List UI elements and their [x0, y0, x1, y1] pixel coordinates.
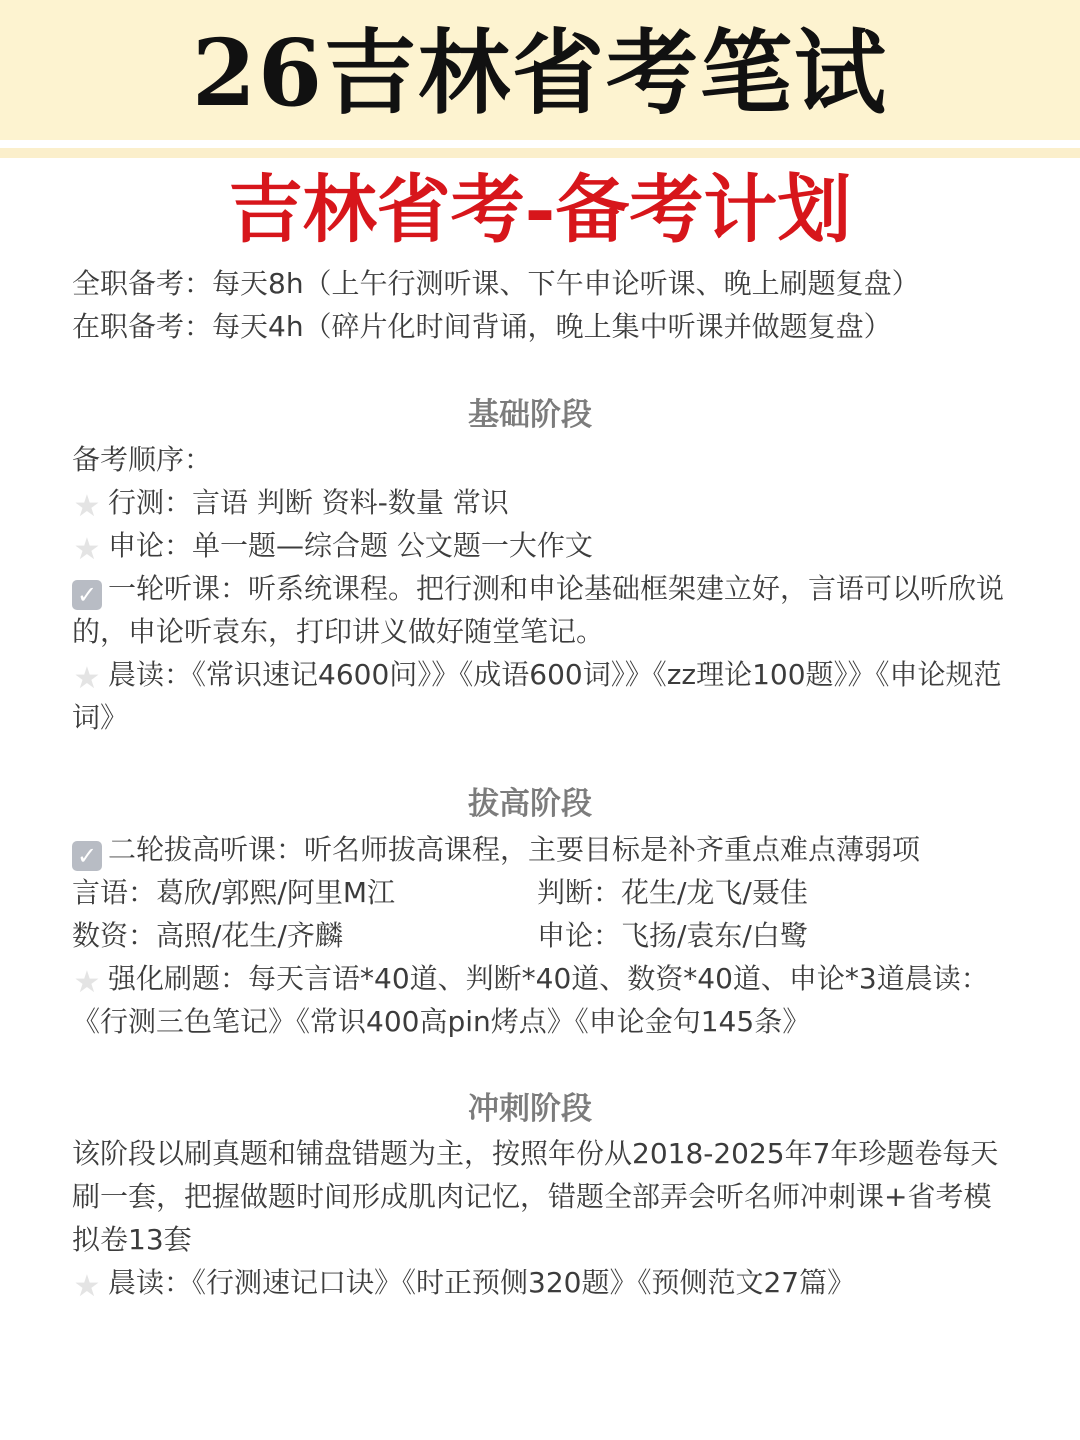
page-title: 26吉林省考笔试: [191, 19, 889, 127]
section-heading-basic: 基础阶段: [468, 397, 592, 433]
round2-text: 二轮拔高听课：听名师拔高课程，主要目标是补齐重点难点薄弱项: [108, 833, 921, 866]
fulltime-plan: 全职备考：每天8h（上午行测听课、下午申论听课、晚上刷题复盘）: [72, 267, 920, 300]
checkbox-icon: ✓: [72, 580, 102, 610]
order-label: 备考顺序：: [72, 443, 213, 476]
yanyu-teachers: 言语：葛欣/郭熙/阿里M江: [72, 876, 396, 909]
list-item-xingce: [72, 481, 1012, 524]
star-icon: ★: [73, 661, 101, 696]
practice-text: 强化刷题：每天言语*40道、判断*40道、数资*40道、申论*3道晨读：《行测三色笔记》《常识400高pin烤点》《申论金句145条》: [72, 962, 989, 1038]
round1-text: 一轮听课：听系统课程。把行测和申论基础框架建立好，言语可以听欣说的，申论听袁东，打印讲义做好随堂笔记。: [72, 572, 1005, 648]
morning-sprint-text: 晨读：《行测速记口诀》《时正预侧320题》《预侧范文27篇》: [108, 1266, 856, 1299]
checkbox-icon: ✓: [72, 841, 102, 871]
star-icon: ★: [73, 965, 101, 1000]
shenlun-text: 申论：单一题—综合题 公文题一大作文: [108, 529, 593, 562]
list-item-round1: [72, 567, 1012, 653]
teacher-row-2: [72, 914, 1012, 957]
parttime-plan: 在职备考：每天4h（碎片化时间背诵，晚上集中听课并做题复盘）: [72, 310, 892, 343]
star-icon: ★: [73, 532, 101, 567]
xingce-text: 行测：言语 判断 资料-数量 常识: [108, 486, 509, 519]
plan-title: 吉林省考-备考计划: [228, 167, 852, 253]
shenlun-teachers: 申论：飞扬/袁东/白鹭: [537, 919, 808, 952]
banner-divider: [0, 148, 1080, 158]
section-heading-sprint: 冲刺阶段: [468, 1091, 592, 1127]
section-heading-advance: 拔高阶段: [468, 786, 592, 822]
list-item-shenlun: [72, 524, 1012, 567]
morning-basic-text: 晨读：《常识速记4600问》》《成语600词》》《zz理论100题》》《申论规范词》: [72, 658, 1002, 734]
star-icon: ★: [73, 1269, 101, 1304]
shuzi-teachers: 数资：高照/花生/齐麟: [72, 919, 343, 952]
teacher-row-1: [72, 871, 1012, 914]
list-item-morning-basic: [72, 653, 1012, 739]
sprint-text: 该阶段以刷真题和铺盘错题为主，按照年份从2018-2025年7年珍题卷每天刷一套，把握做题时间形成肌肉记忆，错题全部弄会听名师冲刺课+省考模拟卷13套: [72, 1137, 999, 1256]
panduan-teachers: 判断：花生/龙飞/聂佳: [537, 876, 808, 909]
star-icon: ★: [73, 489, 101, 524]
list-item-practice: [72, 957, 1012, 1043]
list-item-morning-sprint: [72, 1261, 1012, 1304]
list-item-round2: [72, 828, 1012, 871]
